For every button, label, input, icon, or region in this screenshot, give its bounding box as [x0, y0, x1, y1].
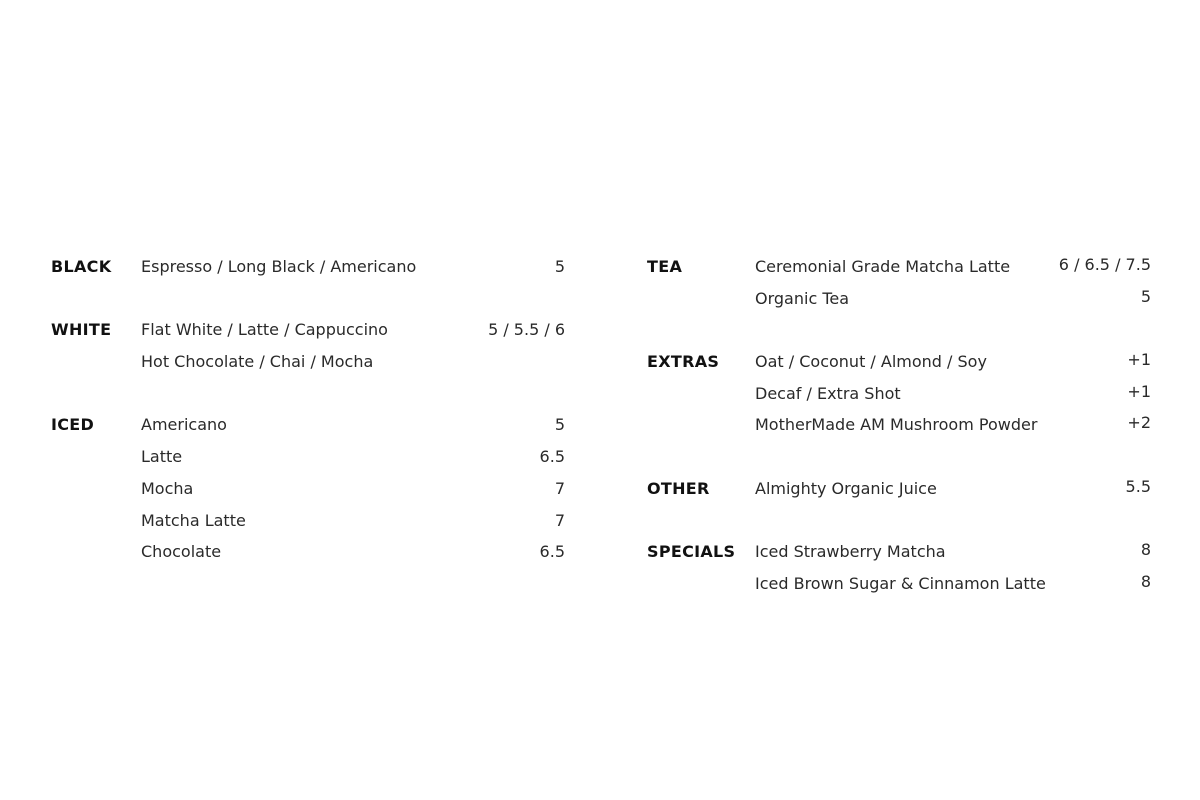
item-name: Oat / Coconut / Almond / Soy	[755, 352, 987, 372]
item-name: Hot Chocolate / Chai / Mocha	[141, 352, 374, 372]
item-name: Mocha	[141, 478, 194, 498]
category-label: OTHER	[647, 478, 710, 498]
menu-section-tea	[647, 252, 1151, 315]
item-name: Iced Brown Sugar & Cinnamon Latte	[755, 573, 1046, 593]
menu-section-extras	[647, 347, 1151, 442]
item-price: 5 / 5.5 / 6	[488, 320, 565, 340]
item-price: 7	[554, 510, 565, 530]
item-name: Decaf / Extra Shot	[755, 383, 901, 403]
item-price: 7	[554, 478, 565, 498]
item-price: 5	[1140, 286, 1151, 306]
menu-section-black	[51, 252, 565, 284]
menu-row	[647, 410, 1151, 442]
menu-row	[647, 379, 1151, 411]
section-gap	[51, 379, 565, 411]
item-price: 8	[1140, 571, 1151, 591]
item-price: 8	[1140, 540, 1151, 560]
menu-column-right	[647, 252, 1151, 601]
item-price: +2	[1127, 413, 1151, 433]
menu-row	[647, 569, 1151, 601]
menu-row	[647, 284, 1151, 316]
category-label: EXTRAS	[647, 352, 720, 372]
menu-section-other	[647, 474, 1151, 506]
menu-row	[647, 537, 1151, 569]
item-name: Americano	[141, 415, 227, 435]
item-price: 6 / 6.5 / 7.5	[1058, 255, 1151, 274]
category-label: BLACK	[51, 257, 112, 276]
menu-row	[51, 537, 565, 569]
category-label: TEA	[647, 257, 683, 276]
item-price: +1	[1127, 381, 1151, 401]
section-gap	[51, 284, 565, 316]
item-price: 5.5	[1125, 476, 1151, 496]
menu-row	[51, 315, 565, 347]
item-name: Iced Strawberry Matcha	[755, 542, 946, 562]
section-gap	[647, 442, 1151, 474]
menu-row	[647, 252, 1151, 284]
menu-section-white	[51, 315, 565, 378]
category-label: WHITE	[51, 320, 112, 340]
menu-section-specials	[647, 537, 1151, 600]
menu-row	[647, 347, 1151, 379]
menu-row	[647, 474, 1151, 506]
item-price: 6.5	[539, 447, 565, 467]
item-name: Espresso / Long Black / Americano	[141, 257, 417, 276]
menu-row	[51, 410, 565, 442]
item-name: Flat White / Latte / Cappuccino	[141, 320, 388, 340]
menu-row	[51, 506, 565, 538]
item-name: MotherMade AM Mushroom Powder	[755, 415, 1038, 435]
item-name: Latte	[141, 447, 183, 467]
menu-column-left	[51, 252, 565, 569]
menu-row	[51, 252, 565, 284]
item-name: Chocolate	[141, 542, 222, 562]
item-price: +1	[1127, 350, 1151, 370]
item-price: 5	[554, 257, 565, 276]
menu-row	[51, 474, 565, 506]
item-name: Matcha Latte	[141, 510, 246, 530]
item-price: 6.5	[539, 542, 565, 562]
item-name: Organic Tea	[755, 288, 850, 308]
category-label: SPECIALS	[647, 542, 736, 562]
item-name: Almighty Organic Juice	[755, 478, 937, 498]
menu-section-iced	[51, 410, 565, 568]
category-label: ICED	[51, 415, 95, 435]
section-gap	[647, 506, 1151, 538]
section-gap	[647, 315, 1151, 347]
item-name: Ceremonial Grade Matcha Latte	[755, 257, 1011, 276]
item-price: 5	[554, 415, 565, 435]
menu-row	[51, 347, 565, 379]
menu-row	[51, 442, 565, 474]
